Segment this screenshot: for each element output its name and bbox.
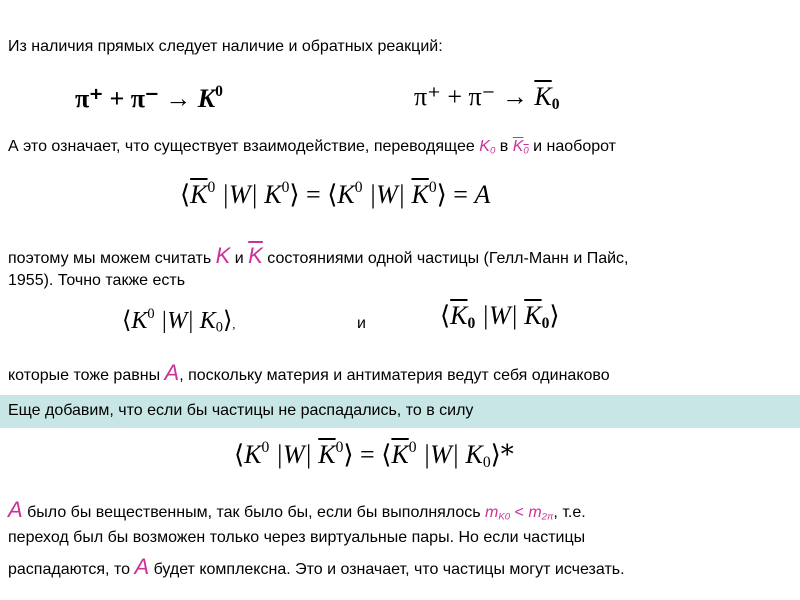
matrix-element-4 <box>122 307 235 335</box>
antikaon-symbol: $\overline{K}$ <box>450 301 468 330</box>
kaon-symbol: K <box>244 439 262 469</box>
antikaon-symbol: $\overline{K}$ <box>190 179 208 209</box>
superscript: 0 <box>147 306 155 322</box>
kaon-symbol: K <box>337 179 355 209</box>
left-angle: ⟨ <box>381 439 392 470</box>
states-line-2: 1955). Точно также есть <box>8 272 186 289</box>
text-fragment: состояниями одной частицы (Гелл-Манн и Пайс, <box>262 250 629 267</box>
text-fragment: и <box>230 250 249 267</box>
kaon-symbol: K <box>465 439 483 469</box>
right-angle: ⟩ <box>223 306 233 335</box>
operator-w: |W| <box>481 301 518 330</box>
antikaon-inline <box>513 138 529 155</box>
amplitude-a: A <box>474 179 491 209</box>
kaon-symbol: K <box>199 308 216 335</box>
right-angle: ⟩ <box>549 301 560 331</box>
superscript: 0 <box>354 179 363 196</box>
antikaon-symbol: K <box>512 138 524 155</box>
kaon-superscript: 0 <box>215 83 223 100</box>
left-angle: ⟨ <box>180 179 191 210</box>
right-angle: ⟩ <box>289 179 300 210</box>
kaon-symbol: K <box>264 179 282 209</box>
text-fragment: было бы вещественным, так было бы, если бы выполнялось <box>22 504 486 521</box>
antikaon-subscript: 0 <box>551 95 560 113</box>
states-line <box>8 243 629 269</box>
antikaon-symbol: $\overline{K}$ <box>411 179 429 209</box>
matrix-element-equation <box>180 180 490 208</box>
operator-w: |W| <box>423 439 459 469</box>
antikaon-symbol: $\overline{K}$ <box>534 82 552 111</box>
less-than: < <box>510 504 529 521</box>
reaction-equation-1 <box>75 84 223 112</box>
text-fragment: которые тоже равны <box>8 367 165 384</box>
operator-w: |W| <box>221 179 258 209</box>
reaction-equation-2 <box>414 84 560 112</box>
and-word: и <box>357 315 366 332</box>
mass-symbol: m <box>485 504 499 521</box>
reaction-lhs: π⁺ + π⁻ → <box>75 83 198 113</box>
mass-subscript: K0 <box>498 511 511 523</box>
operator-w: |W| <box>275 439 312 469</box>
kaon-symbol: K <box>131 308 148 335</box>
text-fragment: поэтому мы можем считать <box>8 250 216 267</box>
subscript: 0 <box>482 453 491 471</box>
kaon-inline: K <box>215 243 231 268</box>
superscript: 0 <box>335 439 344 456</box>
equals-sign: = <box>453 179 468 209</box>
operator-w: |W| <box>160 308 194 335</box>
left-angle: ⟨ <box>327 179 338 210</box>
mass-subscript: 2π <box>541 511 554 523</box>
antikaon-inline: $\overline{K}$ <box>248 243 263 268</box>
amplitude-a: A <box>8 497 23 522</box>
complex-line <box>8 554 625 580</box>
mass-symbol: m <box>528 504 542 521</box>
text-fragment: , т.е. <box>553 504 586 521</box>
kaon-subscript: 0 <box>489 145 496 157</box>
subscript: 0 <box>467 314 476 332</box>
interaction-line <box>8 137 616 161</box>
text-fragment: будет комплексна. Это и означает, что частицы могут исчезать. <box>149 561 625 578</box>
operator-w: |W| <box>369 179 405 209</box>
left-angle: ⟨ <box>122 306 132 335</box>
conjugate-equation <box>234 440 514 470</box>
superscript: 0 <box>281 179 290 196</box>
matrix-element-5 <box>440 303 560 331</box>
right-angle-star: ⟩* <box>490 439 514 470</box>
comma: , <box>232 317 236 332</box>
equals-sign: = <box>306 179 321 209</box>
antikaon-subscript: 0 <box>523 145 529 157</box>
amplitude-a: A <box>164 360 180 385</box>
kaon-symbol: K <box>479 138 490 155</box>
text-fragment: распадаются, то <box>8 561 135 578</box>
virtual-pairs-line: переход был бы возможен только через виртуальные пары. Но если частицы <box>8 529 586 546</box>
subscript: 0 <box>541 314 550 332</box>
kaon-inline <box>479 138 495 155</box>
antikaon-symbol: $\overline{K}$ <box>318 439 336 469</box>
subscript: 0 <box>215 319 223 336</box>
highlight-line: Еще добавим, что если бы частицы не распадались, то в силу <box>8 402 474 419</box>
left-angle: ⟨ <box>234 439 245 470</box>
amplitude-a: A <box>134 554 150 579</box>
superscript: 0 <box>207 179 216 196</box>
mass-2pi <box>528 504 553 521</box>
kaon-symbol: K <box>197 83 216 113</box>
text-fragment: А это означает, что существует взаимодействие, переводящее <box>8 138 480 155</box>
superscript: 0 <box>408 439 417 456</box>
text-fragment: и наоборот <box>528 138 616 155</box>
mass-k0 <box>485 504 510 521</box>
intro-line: Из наличия прямых следует наличие и обратных реакций: <box>8 38 443 55</box>
antikaon-symbol: $\overline{K}$ <box>524 301 542 330</box>
reaction-lhs: π⁺ + π⁻ → <box>414 82 535 111</box>
right-angle: ⟩ <box>436 179 447 210</box>
superscript: 0 <box>261 439 270 456</box>
right-angle: ⟩ <box>343 439 354 470</box>
equal-line <box>8 360 610 386</box>
superscript: 0 <box>428 179 437 196</box>
text-fragment: , поскольку материя и антиматерия ведут себя одинаково <box>179 367 610 384</box>
real-condition-line <box>8 497 586 527</box>
antikaon-symbol: $\overline{K}$ <box>391 439 409 469</box>
text-fragment: в <box>495 138 513 155</box>
equals-sign: = <box>360 439 375 469</box>
left-angle: ⟨ <box>440 301 451 331</box>
